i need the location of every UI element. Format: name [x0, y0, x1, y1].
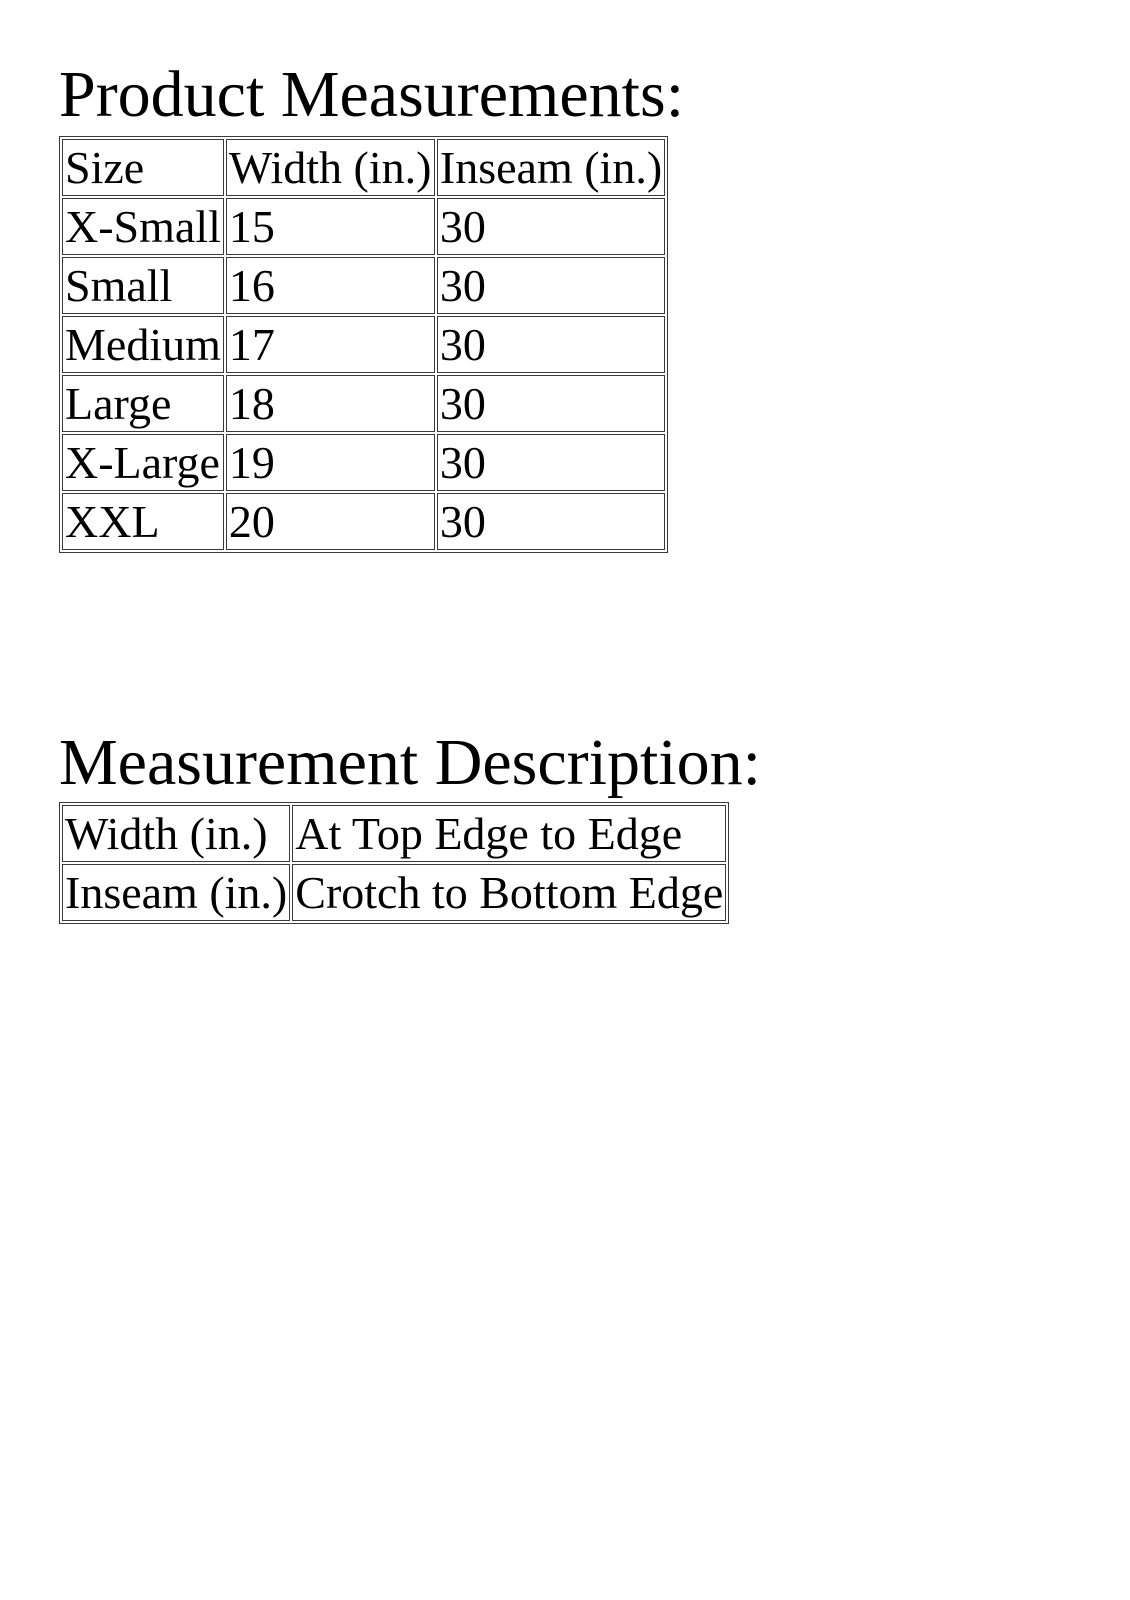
product-measurements-title: Product Measurements: [59, 58, 685, 131]
measurement-description-title: Measurement Description: [59, 726, 761, 799]
inseam-cell: 30 [437, 316, 665, 373]
measurement-term-cell: Width (in.) [62, 805, 290, 862]
measurement-description-table [59, 802, 729, 924]
table-row [62, 198, 665, 255]
size-cell: Large [62, 375, 224, 432]
header-cell-size: Size [62, 139, 224, 196]
width-cell: 15 [226, 198, 435, 255]
inseam-cell: 30 [437, 434, 665, 491]
measurement-definition-cell: At Top Edge to Edge [292, 805, 726, 862]
inseam-cell: 30 [437, 493, 665, 550]
inseam-cell: 30 [437, 198, 665, 255]
measurement-term-cell: Inseam (in.) [62, 864, 290, 921]
table-row [62, 493, 665, 550]
table-header-row [62, 139, 665, 196]
inseam-cell: 30 [437, 375, 665, 432]
size-cell: Small [62, 257, 224, 314]
width-cell: 17 [226, 316, 435, 373]
header-cell-width: Width (in.) [226, 139, 435, 196]
header-cell-inseam: Inseam (in.) [437, 139, 665, 196]
width-cell: 16 [226, 257, 435, 314]
table-row [62, 805, 726, 862]
width-cell: 19 [226, 434, 435, 491]
inseam-cell: 30 [437, 257, 665, 314]
size-cell: X-Large [62, 434, 224, 491]
size-cell: X-Small [62, 198, 224, 255]
table-row [62, 316, 665, 373]
measurement-definition-cell: Crotch to Bottom Edge [292, 864, 726, 921]
table-row [62, 257, 665, 314]
table-row [62, 864, 726, 921]
size-cell: XXL [62, 493, 224, 550]
table-row [62, 434, 665, 491]
width-cell: 18 [226, 375, 435, 432]
width-cell: 20 [226, 493, 435, 550]
table-row [62, 375, 665, 432]
product-measurements-table [59, 136, 668, 553]
size-cell: Medium [62, 316, 224, 373]
